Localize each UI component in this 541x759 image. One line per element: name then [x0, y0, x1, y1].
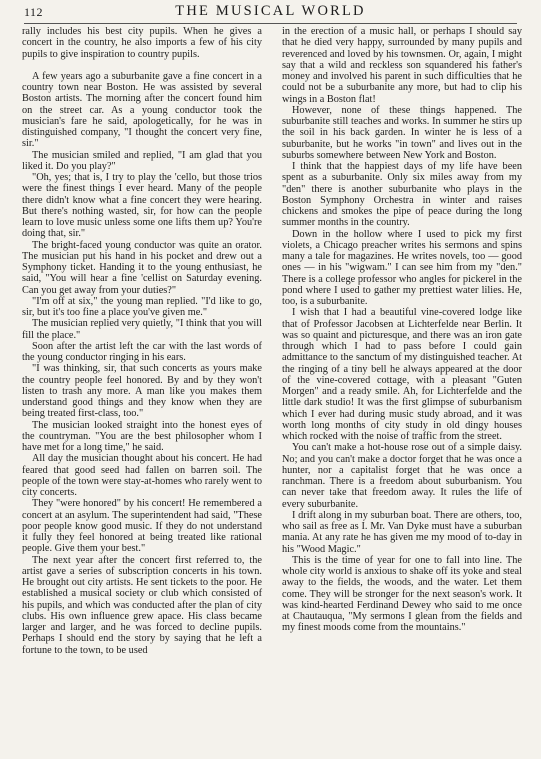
- paragraph: A few years ago a suburbanite gave a fine concert in a country town near Boston. He was assisted by several Boston artists. The morning after the concert found him on the street car. As a young conductor took the musician's fare he said, apologetically, for he was in distinguished company, "I thought the concert very fine, sir.": [22, 70, 262, 150]
- paragraph: The musician replied very quietly, "I think that you will fill the place.": [22, 318, 262, 341]
- paragraph: "Oh, yes; that is, I try to play the 'cello, but those trios were the finest things I ever heard. Many of the people there didn't know what a fine concert they were hearing. But there's nothing wasted, sir, for how can the people learn to love music unless some one lifts them up? You're doing that, sir.": [22, 172, 262, 240]
- paragraph: in the erection of a music hall, or perhaps I should say that he died very happy, surrounded by many pupils and reverenced and loved by his townsmen. Or, again, I might say that a wild and reckless son squandered his father's money and involved his parent in such difficulties that he could not be a suburbanite any more, but had to clip his wings in a Boston flat!: [282, 26, 522, 105]
- page-header: [24, 3, 517, 24]
- paragraph: Soon after the artist left the car with the last words of the young conductor ringing in his ears.: [22, 340, 262, 363]
- paragraph: This is the time of year for one to fall into line. The whole city world is anxious to shake off its yoke and steal away to the fields, the woods, and the water. Let them come. They will be stronger for the next season's work. It was kind-hearted Ferdinand Dewey who said to me once at Chautauqua, "My sermons I glean from the fields and my finest moods come from the mountains.": [282, 554, 522, 634]
- page-number: 112: [24, 5, 44, 19]
- paragraph: rally includes his best city pupils. When he gives a concert in the country, he also imports a few of his city pupils to give inspiration to country pupils.: [22, 26, 262, 60]
- running-title: THE MUSICAL WORLD: [175, 3, 366, 19]
- paragraph: Down in the hollow where I used to pick my first violets, a Chicago preacher writes his sermons and spins many a tale for magazines. He writes novels, too — good ones — in his "wigwam." I can see him from my "den." There is a college professor who angles for pickerel in the pond where I used to gather my prettiest water lilies. He, too, is a suburbanite.: [282, 228, 522, 307]
- paragraph: All day the musician thought about his concert. He had feared that good seed had fallen on barren soil. The people of the town were stay-at-homes who rarely went to city concerts.: [22, 453, 262, 498]
- paragraph: I drift along in my suburban boat. There are others, too, who sail as free as I. Mr. Van Dyke must have a suburban mania. At any rate he has given me my mood of to-day in his "Wood Magic.": [282, 509, 522, 555]
- paragraph: The bright-faced young conductor was quite an orator. The musician put his hand in his pocket and drew out a Symphony ticket. Handing it to the young enthusiast, he said, "You will hear a fine 'cellist on Saturday evening. Can you get away from your duties?": [22, 239, 262, 296]
- paragraph: The musician smiled and replied, "I am glad that you liked it. Do you play?": [22, 149, 262, 172]
- paragraph: They "were honored" by his concert! He remembered a concert at an asylum. The superintendent had said, "These poor people know good music. If they do not understand it fully they feel honored at being treated like rational people. Give them your best.": [22, 498, 262, 555]
- paragraph: I think that the happiest days of my life have been spent as a suburbanite. Only six miles away from my "den" there is another suburbanite who plays in the Boston Symphony Orchestra in winter and raises chickens and smokes the pipe of peace during the long summer months in the country.: [282, 161, 522, 229]
- paragraph: You can't make a hot-house rose out of a simple daisy. No; and you can't make a doctor forget that he was once a hunter, nor a capitalist forget that he was once a ranchman. There is a freedom about suburbanism. You can never take that freedom away. It rules the life of every suburbanite.: [282, 442, 522, 510]
- right-column: [282, 26, 522, 634]
- paragraph: "I'm off at six," the young man replied. "I'd like to go, sir, but it's too fine a place you've given me.": [22, 295, 262, 318]
- paragraph: However, none of these things happened. The suburbanite still teaches and works. In summer he stirs up the soil in his back garden. In winter he is less of a suburbanite, but he works "in town" and lives out in the suburbs somewhere between New York and Boston.: [282, 104, 522, 161]
- paragraph: "I was thinking, sir, that such concerts as yours make the country people feel honored. By and by they won't listen to trash any more. A man like you makes them understand good things and they know when they are being treated first-class, too.": [22, 363, 262, 420]
- paragraph: I wish that I had a beautiful vine-covered lodge like that of Professor Jacobsen at Lichterfelde near Berlin. It was so quaint and picturesque, and there was an iron gate through which I had to pass before I could gain admittance to the sanctum of my distinguished teacher. At the ringing of a tiny bell he always appeared at the door of the vine-covered cottage, with a pleasant "Guten Morgen" and a ready smile. Ah, for Lichterfelde and the little dark studio! It was the first glimpse of suburbanism which I ever had during music study abroad, and it was worth long months of city study in old dingy houses which rocked with the noise of traffic from the street.: [282, 307, 522, 442]
- paragraph: The next year after the concert first referred to, the artist gave a series of subscription concerts in his town. He brought out city artists. He sent tickets to the poor. He established a musical society or club which consisted of his pupils, and which was conducted after the plan of city clubs. His own influence grew apace. His class became larger and larger, and he was forced to decline pupils. Perhaps I should end the story by saying that he left a fortune to the town, to be used: [22, 554, 262, 656]
- paragraph: The musician looked straight into the honest eyes of the countryman. "You are the best philosopher whom I have met for a long time," he said.: [22, 419, 262, 453]
- left-column: [22, 26, 262, 656]
